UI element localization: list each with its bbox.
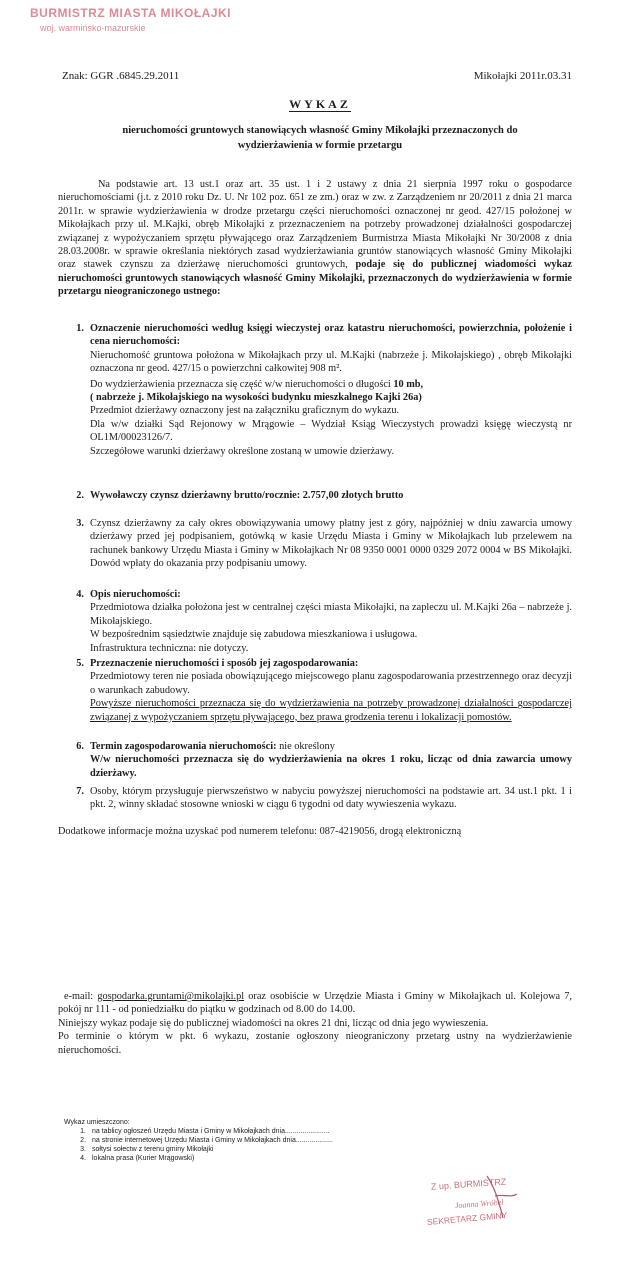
list-item-6 — [58, 740, 572, 780]
item-length: 10 mb, — [393, 378, 424, 390]
intro-bold-text: podaje się do publicznej wiadomości wykaz nieruchomości gruntowych stanowiących własność Gminy Mikołajki, przeznaczonych do wydzierżawienia w formie przetargu nieograniczonego ustnego: — [58, 259, 572, 298]
item-paragraph: W bezpośrednim sąsiedztwie znajduje się zabudowa mieszkaniowa i usługowa. — [90, 629, 418, 641]
stamp-line-2: woj. warmińsko-mazurskie — [40, 23, 146, 33]
item-paragraph: Dla w/w działki Sąd Rejonowy w Mrągowie – Wydział Ksiąg Wieczystych prowadzi księgę wieczystą nr OL1M/00023126/7. — [90, 418, 572, 444]
item-location: ( nabrzeże j. Mikołajskiego na wysokości budynku mieszkalnego Kajki 26a) — [90, 392, 422, 404]
item-paragraph: Czynsz dzierżawny za cały okres obowiązywania umowy płatny jest z góry, najpóźniej w dniu zawarcia umowy dzierżawy przed jej podpisaniem, gotówką w kasie Urzędu Miasta i Gminy w Mikołajkach lub przelewem na rachunek bankowy Urzędu Miasta i Gminy w Mikołajkach Nr 08 9350 0001 0000 0329 2072 0004 w BS Mikołajki. Dowód wpłaty do okazania przy podpisaniu umowy. — [90, 518, 572, 570]
list-item — [64, 1154, 333, 1163]
item-heading: Przeznaczenie nieruchomości i sposób jej zagospodarowania: — [90, 658, 359, 669]
title-text: WYKAZ — [289, 97, 351, 111]
closing-paragraph: Po terminie o którym w pkt. 6 wykazu, zostanie ogłoszony nieograniczony przetarg ustny na wydzierżawienie nieruchomości. — [58, 1031, 572, 1056]
item-heading: Termin zagospodarowania nieruchomości: — [90, 741, 277, 752]
item-paragraph: Szczegółowe warunki dzierżawy określone zostaną w umowie dzierżawy. — [90, 445, 395, 457]
item-number: 1. — [76, 323, 84, 334]
list-item-3 — [58, 517, 572, 571]
closing-paragraph — [58, 990, 572, 1017]
item-paragraph-part: Do wydzierżawienia przeznacza się część w/w nieruchomości o długości — [90, 378, 394, 390]
item-heading: Oznaczenie nieruchomości według księgi wieczystej oraz katastru nieruchomości, powierzchnia, położenie i cena nieruchomości: — [90, 323, 572, 348]
item-number: 7. — [76, 786, 84, 797]
list-item-1 — [58, 322, 572, 458]
row-number: 4. — [80, 1155, 86, 1162]
document-title — [0, 97, 640, 112]
item-number: 5. — [76, 658, 84, 669]
row-text: sołtysi sołectw z terenu gminy Mikołajki — [92, 1146, 214, 1153]
item-heading: Opis nieruchomości: — [90, 589, 181, 600]
item-paragraph: Przedmiot dzierżawy oznaczony jest na załączniku graficznym do wykazu. — [90, 405, 400, 417]
item-paragraph: Osoby, którym przysługuje pierwszeństwo w nabyciu powyższej nieruchomości na podstawie art. 34 ust.1 pkt. 1 i pkt. 2, winny składać stosowne wnioski w ciągu 6 tygodni od daty wywieszenia wykazu. — [90, 786, 572, 811]
item-paragraph: W/w nieruchomości przeznacza się do wydzierżawienia na okres 1 roku, licząc od dnia zawarcia umowy dzierżawy. — [90, 754, 572, 779]
email-label: e-mail: — [64, 991, 98, 1002]
row-number: 3. — [80, 1146, 86, 1153]
row-number: 2. — [80, 1137, 86, 1144]
item-number: 2. — [76, 490, 84, 501]
closing-section — [58, 990, 572, 1057]
item-number: 4. — [76, 589, 84, 600]
signature-line-2: Joanna Wróbel — [454, 1197, 504, 1211]
contact-info: Dodatkowe informacje można uzyskać pod numerem telefonu: 087-4219056, drogą elektroniczną — [58, 826, 462, 837]
list-item-4 — [58, 588, 572, 655]
list-item — [64, 1136, 333, 1145]
intro-paragraph — [58, 178, 572, 299]
item-paragraph: Przedmiotowa działka położona jest w centralnej części miasta Mikołajki, na zapleczu ul. M.Kajki 26a – nabrzeże j. Mikołajskiego. — [90, 602, 572, 627]
item-paragraph — [90, 378, 572, 391]
intro-text: Na podstawie art. 13 ust.1 oraz art. 35 ust. 1 i 2 ustawy z dnia 21 sierpnia 1997 roku o gospodarce nieruchomościami (j.t. z 2010 roku Dz. U. Nr 102 poz. 651 ze zm.) oraz w zw. z Zarządzeniem nr 20/2011 z dnia 21 marca 2011r. w sprawie wydzierżawienia w drodze przetargu części nieruchomości oznaczonej nr geod. 427/15 położonej w Mikołajkach przy ul. M.Kajki, obręb Mikołajki z przeznaczeniem na potrzeby prowadzonej działalności gospodarczej związanej z wypożyczaniem sprzętu pływającego oraz Zarządzeniem Burmistrza Miasta Mikołajki Nr 30/2008 z dnia 28.03.2008r. w sprawie określania niektórych zasad wydzierżawiania gruntów stanowiących własność Gminy Mikołajki oraz stawek czynszu za dzierżawę nieruchomości gruntowych, — [58, 179, 572, 271]
signature-line-3: SEKRETARZ GMINY — [426, 1210, 508, 1228]
office-stamp — [30, 6, 231, 33]
item-number: 6. — [76, 741, 84, 752]
item-paragraph: Infrastruktura techniczna: nie dotyczy. — [90, 642, 249, 654]
row-text: na tablicy ogłoszeń Urzędu Miasta i Gminy w Mikołajkach dnia....................... — [92, 1128, 330, 1135]
item-heading-rest: nie określony — [276, 741, 335, 752]
email-link[interactable]: gospodarka.gruntami@mikolajki.pl — [97, 991, 245, 1002]
signature-line-1: Z up. BURMISTRZ — [430, 1176, 507, 1192]
list-item-2 — [58, 489, 572, 502]
placement-list — [64, 1118, 333, 1163]
item-paragraph-underlined: Powyższe nieruchomości przeznacza się do wydzierżawienia na potrzeby prowadzonej działalności gospodarczej związanej z wypożyczaniem sprzętu pływającego, bez prawa grodzenia terenu i lokalizacji pomostów. — [90, 698, 572, 723]
row-text: lokalna prasa (Kurier Mrągowski) — [92, 1155, 195, 1162]
document-subtitle: nieruchomości gruntowych stanowiących własność Gminy Mikołajki przeznaczonych do wydzierżawienia w formie przetargu — [122, 125, 518, 151]
signature-graphic — [425, 1168, 555, 1238]
closing-text: oraz osobiście w Urzędzie Miasta i Gminy w Mikołajkach ul. Kolejowa 7, pokój nr 111 - od poniedziałku do piątku w godzinach od 8.00 do 14.00. — [58, 991, 572, 1016]
closing-paragraph: Niniejszy wykaz podaje się do publicznej wiadomości na okres 21 dni, licząc od dnia jego wywieszenia. — [58, 1017, 489, 1029]
stamp-line-1: BURMISTRZ MIASTA MIKOŁAJKI — [30, 6, 231, 20]
item-number: 3. — [76, 518, 84, 529]
item-heading: Wywoławczy czynsz dzierżawny brutto/rocznie: 2.757,00 złotych brutto — [90, 490, 404, 501]
signature-stamp — [425, 1168, 555, 1238]
list-item — [64, 1145, 333, 1154]
document-date: Mikołajki 2011r.03.31 — [473, 70, 572, 82]
placement-title: Wykaz umieszczono: — [64, 1119, 130, 1126]
item-paragraph: Przedmiotowy teren nie posiada obowiązującego miejscowego planu zagospodarowania przestrzennego oraz decyzji o warunkach zabudowy. — [90, 671, 572, 696]
list-item — [64, 1127, 333, 1136]
item-paragraph: Nieruchomość gruntowa położona w Mikołajkach przy ul. M.Kajki (nabrzeże j. Mikołajskiego) , obręb Mikołajki oznaczona nr geod. 427/15 o powierzchni całkowitej 908 m². — [90, 349, 572, 375]
list-item-7 — [58, 785, 572, 812]
list-item-5 — [58, 657, 572, 724]
row-number: 1. — [80, 1128, 86, 1135]
reference-number: Znak: GGR .6845.29.2011 — [62, 70, 180, 82]
row-text: na stronie internetowej Urzędu Miasta i Gminy w Mikołajkach dnia................... — [92, 1137, 333, 1144]
item-heading-line — [90, 740, 572, 753]
